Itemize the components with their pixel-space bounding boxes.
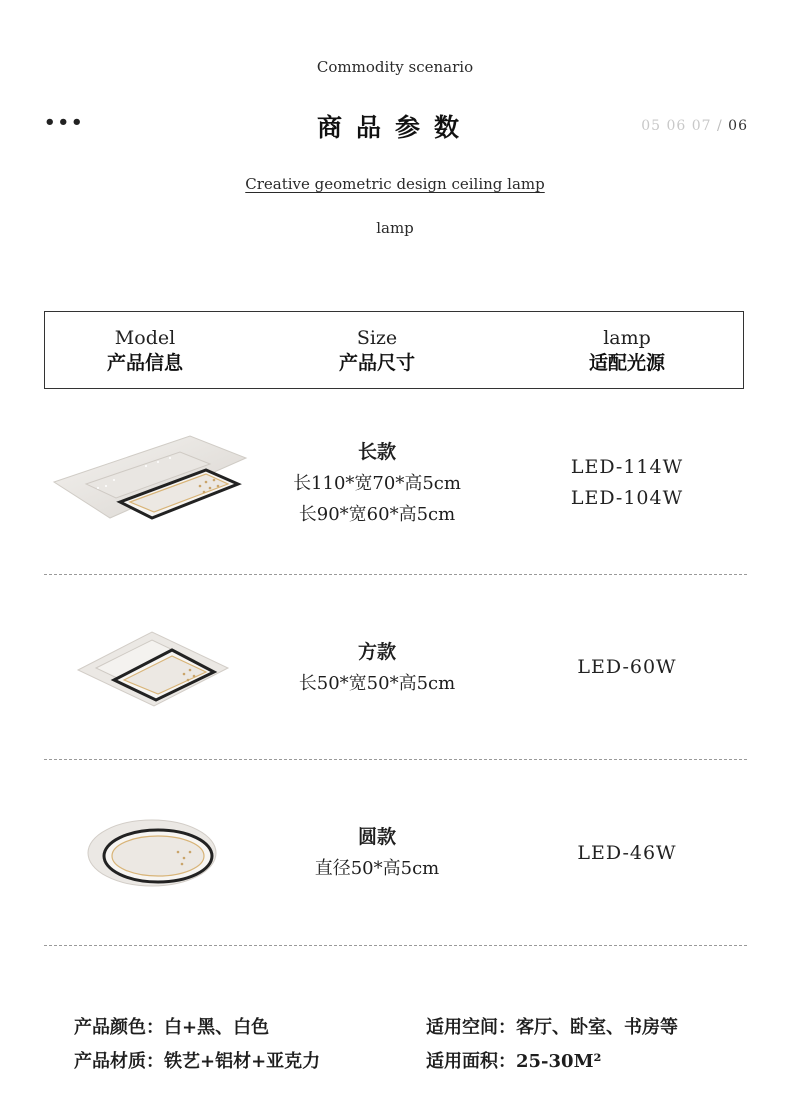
product-lamp-block-1 [527,452,727,514]
spec-material-label: 产品材质： [74,1051,164,1072]
product-size-block-3 [262,822,492,884]
product-name-1: 长款 [357,441,396,463]
product-size-2a: 长50*宽50*高5cm [298,673,456,694]
more-dots-icon: ••• [44,112,85,133]
column-lamp [527,326,727,376]
product-size-1a: 长110*宽70*高5cm [293,473,461,494]
product-name-3: 圆款 [357,826,396,848]
spec-space [426,1013,678,1039]
spec-material-value: 铁艺+铝材+亚克力 [164,1051,321,1072]
spec-color-value: 白+黑、白色 [164,1017,270,1038]
product-lamp-block-3 [527,838,727,869]
square-ceiling-lamp-icon [74,628,234,708]
product-size-block-2 [262,637,492,699]
spec-color-label: 产品颜色： [74,1017,164,1038]
column-lamp-cn: 适配光源 [588,352,665,374]
column-size-en: Size [356,327,398,349]
product-size-1b: 长90*宽60*高5cm [298,504,456,525]
column-model [45,326,245,376]
spec-material [74,1047,320,1073]
column-model-cn: 产品信息 [106,352,183,374]
pager-prev: 05 06 07 [641,118,712,134]
subtitle-row [0,174,790,193]
column-size-cn: 产品尺寸 [338,352,415,374]
spec-area [426,1047,601,1073]
pager-separator: / [711,118,729,134]
row-divider-1 [44,574,747,575]
row-divider-3 [44,945,747,946]
table-header [44,311,744,389]
pager-current: 06 [728,118,748,134]
column-lamp-en: lamp [603,327,651,349]
page-title: 商品参数 [316,113,473,142]
product-lamp-2a: LED-60W [577,656,677,678]
spec-space-label: 适用空间： [426,1017,516,1038]
column-size [277,326,477,376]
product-size-block-1 [262,437,492,530]
rectangle-ceiling-lamp-icon [50,430,250,530]
round-ceiling-lamp-icon [86,818,220,888]
column-model-en: Model [114,327,176,349]
small-label: lamp [376,219,414,237]
spec-color [74,1013,269,1039]
product-lamp-block-2 [527,652,727,683]
product-lamp-1a: LED-114W [570,456,684,478]
spec-area-label: 适用面积： [426,1051,516,1072]
spec-area-value: 25-30M² [516,1051,602,1072]
page-indicator [641,118,748,134]
product-lamp-3a: LED-46W [577,842,677,864]
product-size-3a: 直径50*高5cm [314,858,440,879]
page-kicker: Commodity scenario [316,58,474,76]
page-subtitle: Creative geometric design ceiling lamp [245,175,545,193]
product-lamp-1b: LED-104W [570,487,684,509]
product-name-2: 方款 [357,641,396,663]
row-divider-2 [44,759,747,760]
spec-space-value: 客厅、卧室、书房等 [516,1017,678,1038]
